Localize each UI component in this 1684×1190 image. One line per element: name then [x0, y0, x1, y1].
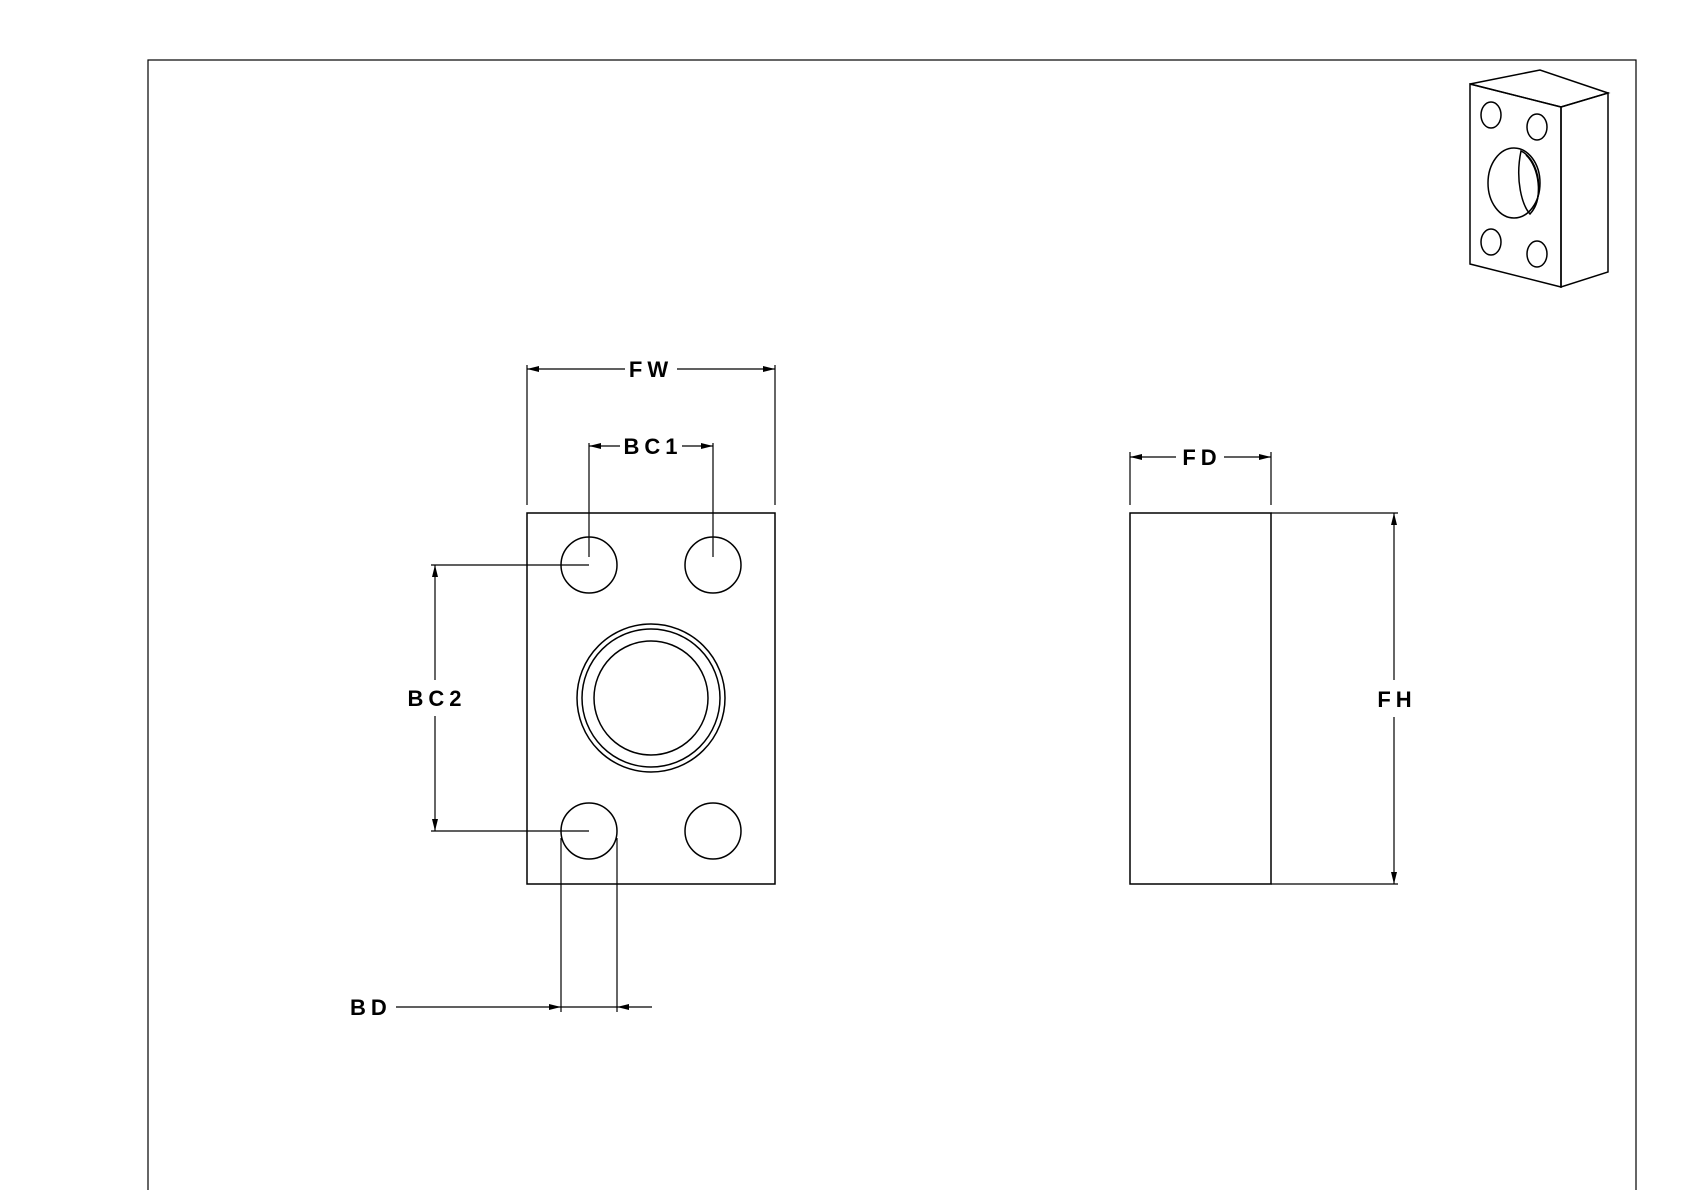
- bc1-label: BC1: [623, 434, 683, 459]
- iso-bolt-hole-tr: [1527, 114, 1547, 140]
- iso-bolt-hole-br: [1527, 241, 1547, 267]
- bd-dimension: [350, 838, 652, 1020]
- port-inner-circle: [594, 641, 708, 755]
- side-view: [1130, 513, 1271, 884]
- bc2-dimension: [407, 565, 589, 831]
- iso-port-outer: [1488, 148, 1540, 218]
- iso-bolt-hole-tl: [1481, 102, 1501, 128]
- flange-block-isometric-icon: [1470, 70, 1608, 287]
- port-outer-circle: [577, 624, 725, 772]
- flange-side-outline: [1130, 513, 1271, 884]
- fd-dimension: [1130, 445, 1271, 505]
- port-middle-circle: [582, 629, 720, 767]
- bd-label: BD: [350, 995, 392, 1020]
- bolt-hole-bottom-right: [685, 803, 741, 859]
- fh-dimension: [1271, 513, 1417, 884]
- iso-bolt-hole-bl: [1481, 229, 1501, 255]
- fw-label: FW: [628, 357, 674, 382]
- bc2-label: BC2: [407, 686, 467, 711]
- bc1-dimension: [589, 434, 713, 557]
- fh-label: FH: [1377, 687, 1417, 712]
- iso-port-bore: [1526, 155, 1538, 210]
- iso-side-face: [1561, 93, 1608, 287]
- fd-label: FD: [1182, 445, 1222, 470]
- flange-face-outline: [527, 513, 775, 884]
- front-view: [527, 513, 775, 884]
- drawing-border: [148, 60, 1636, 1190]
- fw-dimension: [527, 357, 775, 505]
